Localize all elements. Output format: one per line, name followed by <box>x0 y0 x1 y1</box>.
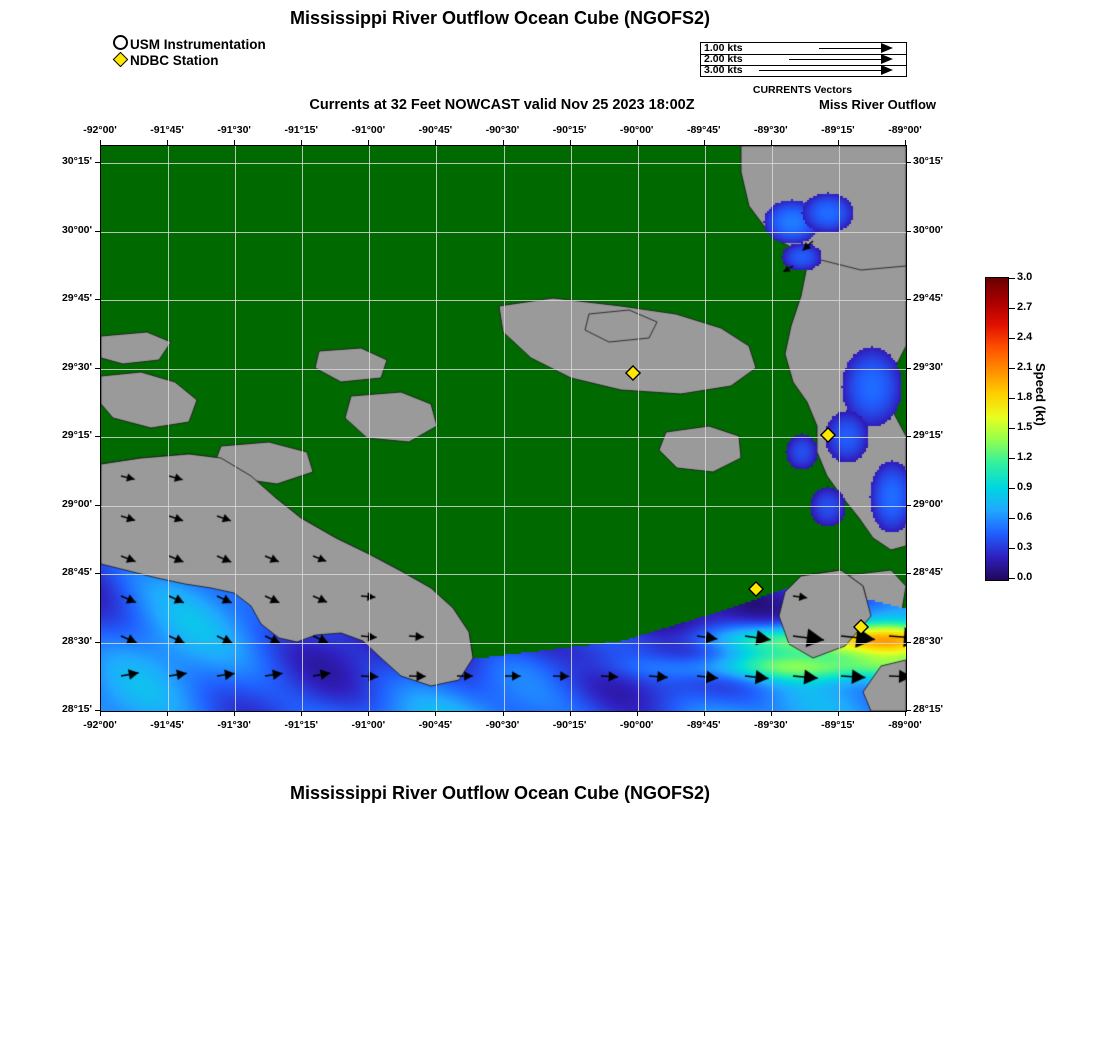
colorbar-tick-label: 0.3 <box>1017 541 1033 553</box>
x-axis-label-top: -89°00' <box>888 124 922 136</box>
colorbar-tick-label: 0.6 <box>1017 511 1033 523</box>
colorbar-tick-label: 0.9 <box>1017 481 1033 493</box>
station-legend <box>110 36 266 68</box>
ndbc-station-marker[interactable] <box>821 428 835 442</box>
vector-shaft-icon <box>789 59 881 60</box>
x-axis-label-top: -90°15' <box>552 124 587 136</box>
x-axis-label-bottom: -90°00' <box>619 719 654 731</box>
x-axis-label-bottom: -91°30' <box>217 719 251 731</box>
colorbar-tick-label: 2.4 <box>1017 331 1033 343</box>
y-axis-label-right: 28°15' <box>913 703 944 715</box>
vector-scale-key <box>700 42 907 77</box>
x-axis-label-bottom: -90°15' <box>552 719 587 731</box>
colorbar-tick <box>1009 488 1015 489</box>
legend-label-usm: USM Instrumentation <box>130 36 266 52</box>
vector-key-label-1: 1.00 kts <box>704 42 743 54</box>
ndbc-station-marker[interactable] <box>749 582 763 596</box>
map-plot-area[interactable] <box>100 145 907 712</box>
diamond-marker-icon <box>626 366 640 380</box>
colorbar-tick-label: 0.0 <box>1017 571 1033 583</box>
y-axis-label-left: 30°15' <box>61 155 92 168</box>
legend-item-usm <box>110 36 266 52</box>
vector-key-label-3: 3.00 kts <box>704 64 743 76</box>
x-axis-label-top: -89°45' <box>686 124 721 136</box>
diamond-marker-icon <box>110 53 130 68</box>
colorbar-gradient <box>985 277 1009 581</box>
x-axis-label-top: -92°00' <box>83 124 117 136</box>
y-axis-label-left: 29°15' <box>61 429 92 442</box>
vector-arrowhead-icon <box>881 65 893 75</box>
x-axis-label-top: -90°45' <box>418 124 453 136</box>
diamond-marker-icon <box>854 620 868 634</box>
y-axis-label-left: 28°30' <box>61 634 92 647</box>
y-axis-label-right: 28°30' <box>913 634 944 647</box>
legend-label-ndbc: NDBC Station <box>130 52 219 68</box>
vector-shaft-icon <box>819 48 881 49</box>
x-axis-label-bottom: -90°45' <box>418 719 453 731</box>
colorbar-tick-label: 1.2 <box>1017 451 1033 463</box>
ndbc-station-marker[interactable] <box>626 366 640 380</box>
colorbar-tick-label: 1.5 <box>1017 421 1033 433</box>
y-axis-label-left: 29°30' <box>61 360 92 373</box>
overlay-label: Miss River Outflow <box>818 97 937 112</box>
legend-item-ndbc <box>110 52 266 68</box>
x-axis-label-top: -90°30' <box>485 124 520 136</box>
x-axis-label-bottom: -91°15' <box>284 719 319 731</box>
y-axis-label-right: 29°00' <box>913 497 944 510</box>
x-axis-label-top: -89°15' <box>821 124 855 136</box>
x-axis-label-top: -91°30' <box>217 124 251 136</box>
colorbar-tick <box>1009 398 1015 399</box>
colorbar-tick <box>1009 548 1015 549</box>
x-axis-label-bottom: -89°00' <box>888 719 922 731</box>
y-axis-label-left: 30°00' <box>61 223 92 236</box>
bottom-title: Mississippi River Outflow Ocean Cube (NGOFS2) <box>289 783 711 803</box>
diamond-marker-icon <box>821 428 835 442</box>
x-axis-label-top: -90°00' <box>619 124 654 136</box>
y-axis-label-left: 28°15' <box>61 703 92 715</box>
x-axis-label-top: -91°15' <box>284 124 319 136</box>
colorbar-tick <box>1009 338 1015 339</box>
y-axis-label-right: 30°15' <box>913 155 944 168</box>
station-marker-layer <box>101 146 906 711</box>
x-axis-label-bottom: -91°45' <box>150 719 184 731</box>
vector-key-row-3 <box>701 65 906 76</box>
y-axis-label-left: 28°45' <box>61 566 92 579</box>
x-axis-label-top: -89°30' <box>754 124 788 136</box>
colorbar-tick <box>1009 428 1015 429</box>
x-axis-label-bottom: -89°45' <box>686 719 721 731</box>
colorbar-tick <box>1009 308 1015 309</box>
vector-arrowhead-icon <box>881 43 893 53</box>
x-axis-label-bottom: -89°30' <box>754 719 788 731</box>
colorbar-tick <box>1009 368 1015 369</box>
vector-key-caption: CURRENTS Vectors <box>752 84 853 96</box>
ndbc-station-marker[interactable] <box>854 620 868 634</box>
x-axis-label-bottom: -89°15' <box>821 719 855 731</box>
colorbar-tick <box>1009 278 1015 279</box>
colorbar-tick <box>1009 578 1015 579</box>
vector-shaft-icon <box>759 70 881 71</box>
colorbar-tick-label: 1.8 <box>1017 391 1033 403</box>
vector-arrowhead-icon <box>881 54 893 64</box>
page-title: Mississippi River Outflow Ocean Cube (NGOFS2) <box>289 8 711 28</box>
x-axis-label-bottom: -92°00' <box>83 719 117 731</box>
colorbar-tick-label: 3.0 <box>1017 271 1033 283</box>
y-axis-label-right: 29°15' <box>913 429 944 442</box>
colorbar-title: Speed (kt) <box>1033 363 1048 426</box>
y-axis-label-left: 29°00' <box>61 497 92 510</box>
x-axis-label-bottom: -90°30' <box>485 719 520 731</box>
y-axis-label-right: 30°00' <box>913 223 944 236</box>
y-axis-label-right: 29°30' <box>913 360 944 373</box>
x-axis-label-bottom: -91°00' <box>351 719 386 731</box>
colorbar-tick-label: 2.7 <box>1017 301 1033 313</box>
diamond-marker-icon <box>749 582 763 596</box>
colorbar-tick <box>1009 458 1015 459</box>
map-subtitle: Currents at 32 Feet NOWCAST valid Nov 25 2023 18:00Z <box>309 97 695 113</box>
colorbar-tick-label: 2.1 <box>1017 361 1033 373</box>
x-axis-label-top: -91°45' <box>150 124 184 136</box>
y-axis-label-left: 29°45' <box>61 292 92 305</box>
colorbar-tick <box>1009 518 1015 519</box>
y-axis-label-right: 29°45' <box>913 292 944 305</box>
x-axis-label-top: -91°00' <box>351 124 386 136</box>
y-axis-label-right: 28°45' <box>913 566 944 579</box>
vector-key-label-2: 2.00 kts <box>704 53 743 65</box>
